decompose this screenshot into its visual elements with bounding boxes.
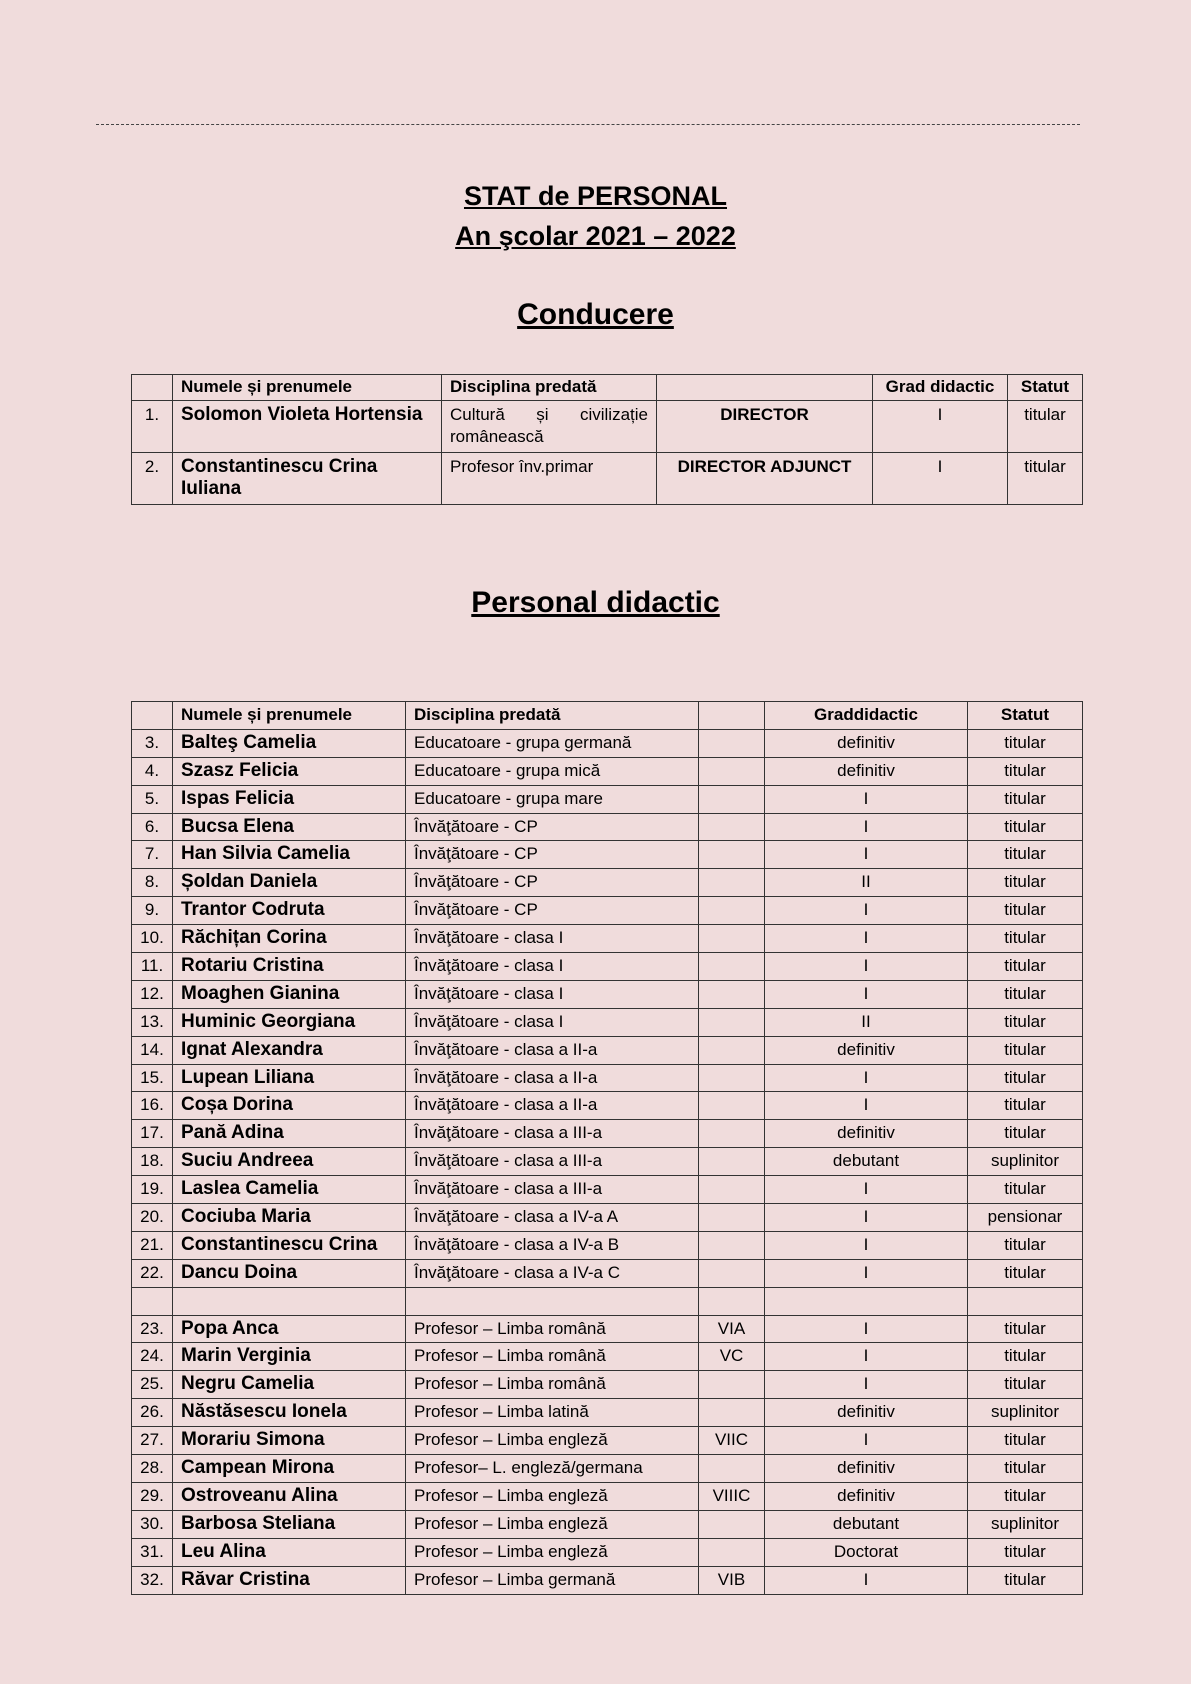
grad-didactic: I [765, 1315, 968, 1343]
discipline: Cultură și civilizație românească [442, 401, 657, 453]
grad-didactic: I [765, 813, 968, 841]
grad-didactic: definitiv [765, 1482, 968, 1510]
table-row [132, 1399, 1083, 1427]
grad-didactic: definitiv [765, 1036, 968, 1064]
grad-didactic: Doctorat [765, 1538, 968, 1566]
table-row [132, 1538, 1083, 1566]
page-subtitle: An şcolar 2021 – 2022 [455, 221, 736, 251]
table-row [132, 1510, 1083, 1538]
row-number: 13. [132, 1008, 173, 1036]
grad-didactic: I [765, 1259, 968, 1287]
table-row [132, 757, 1083, 785]
grad-didactic: II [765, 869, 968, 897]
statut: titular [968, 1259, 1083, 1287]
class-assignment [699, 1176, 765, 1204]
discipline: Profesor – Limba română [406, 1371, 699, 1399]
class-assignment [699, 897, 765, 925]
row-number [132, 1287, 173, 1315]
statut: suplinitor [968, 1148, 1083, 1176]
class-assignment [699, 841, 765, 869]
statut: titular [968, 1231, 1083, 1259]
role-title: DIRECTOR [657, 401, 873, 453]
discipline: Educatoare - grupa germană [406, 729, 699, 757]
statut: titular [968, 869, 1083, 897]
grad-didactic: I [873, 453, 1008, 505]
row-number: 20. [132, 1204, 173, 1232]
column-header: Grad didactic [873, 375, 1008, 401]
statut: titular [968, 953, 1083, 981]
statut: titular [1008, 401, 1083, 453]
row-number: 16. [132, 1092, 173, 1120]
grad-didactic: debutant [765, 1510, 968, 1538]
person-name: Șoldan Daniela [173, 869, 406, 897]
grad-didactic [765, 1287, 968, 1315]
statut: titular [968, 1482, 1083, 1510]
table-row [132, 1566, 1083, 1594]
grad-didactic: I [765, 1427, 968, 1455]
statut: titular [968, 925, 1083, 953]
person-name: Marin Verginia [173, 1343, 406, 1371]
statut: titular [968, 813, 1083, 841]
table-row [132, 785, 1083, 813]
class-assignment: VC [699, 1343, 765, 1371]
class-assignment [699, 869, 765, 897]
row-number: 6. [132, 813, 173, 841]
column-header: Graddidactic [765, 702, 968, 730]
class-assignment: VIB [699, 1566, 765, 1594]
grad-didactic: definitiv [765, 729, 968, 757]
person-name: Rotariu Cristina [173, 953, 406, 981]
table-row [132, 953, 1083, 981]
person-name: Dancu Doina [173, 1259, 406, 1287]
class-assignment [699, 980, 765, 1008]
table-row [132, 869, 1083, 897]
discipline: Învăţătoare - clasa a III-a [406, 1120, 699, 1148]
discipline: Profesor – Limba latină [406, 1399, 699, 1427]
statut: titular [1008, 453, 1083, 505]
section-heading-personal-didactic: Personal didactic [471, 586, 720, 619]
person-name: Răvar Cristina [173, 1566, 406, 1594]
person-name: Pană Adina [173, 1120, 406, 1148]
column-header: Statut [968, 702, 1083, 730]
person-name: Năstăsescu Ionela [173, 1399, 406, 1427]
discipline: Profesor – Limba engleză [406, 1538, 699, 1566]
table-row [132, 1008, 1083, 1036]
person-name: Huminic Georgiana [173, 1008, 406, 1036]
class-assignment [699, 1287, 765, 1315]
column-header: Numele și prenumele [173, 702, 406, 730]
table-row [132, 1148, 1083, 1176]
class-assignment [699, 1120, 765, 1148]
row-number: 11. [132, 953, 173, 981]
person-name: Balteş Camelia [173, 729, 406, 757]
row-number: 3. [132, 729, 173, 757]
table-row [132, 1287, 1083, 1315]
table-row [132, 1092, 1083, 1120]
column-header: Disciplina predată [406, 702, 699, 730]
table-row [132, 1427, 1083, 1455]
table-row [132, 813, 1083, 841]
discipline: Învăţătoare - CP [406, 869, 699, 897]
table-row [132, 729, 1083, 757]
discipline: Învăţătoare - CP [406, 897, 699, 925]
statut: titular [968, 1176, 1083, 1204]
class-assignment [699, 729, 765, 757]
discipline: Învăţătoare - clasa a II-a [406, 1092, 699, 1120]
column-header [132, 375, 173, 401]
table-row [132, 1371, 1083, 1399]
row-number: 19. [132, 1176, 173, 1204]
row-number: 27. [132, 1427, 173, 1455]
row-number: 32. [132, 1566, 173, 1594]
section-heading-conducere: Conducere [517, 298, 674, 331]
row-number: 30. [132, 1510, 173, 1538]
table-row [132, 841, 1083, 869]
person-name: Han Silvia Camelia [173, 841, 406, 869]
grad-didactic: I [765, 1092, 968, 1120]
table-row [132, 1482, 1083, 1510]
statut: titular [968, 1008, 1083, 1036]
table-row [132, 1343, 1083, 1371]
discipline: Profesor – Limba engleză [406, 1482, 699, 1510]
row-number: 31. [132, 1538, 173, 1566]
grad-didactic: I [765, 1231, 968, 1259]
row-number: 21. [132, 1231, 173, 1259]
table-row [132, 897, 1083, 925]
table-row [132, 1120, 1083, 1148]
grad-didactic: I [765, 953, 968, 981]
person-name: Coșa Dorina [173, 1092, 406, 1120]
statut: titular [968, 785, 1083, 813]
row-number: 4. [132, 757, 173, 785]
class-assignment: VIIIC [699, 1482, 765, 1510]
person-name: Ostroveanu Alina [173, 1482, 406, 1510]
person-name: Constantinescu Crina [173, 1231, 406, 1259]
person-name: Negru Camelia [173, 1371, 406, 1399]
grad-didactic: I [873, 401, 1008, 453]
statut: titular [968, 980, 1083, 1008]
grad-didactic: I [765, 1064, 968, 1092]
statut: titular [968, 1064, 1083, 1092]
grad-didactic: I [765, 925, 968, 953]
grad-didactic: I [765, 1371, 968, 1399]
class-assignment [699, 1399, 765, 1427]
row-number: 15. [132, 1064, 173, 1092]
grad-didactic: I [765, 785, 968, 813]
table-row [132, 1315, 1083, 1343]
row-number: 25. [132, 1371, 173, 1399]
statut: titular [968, 1092, 1083, 1120]
grad-didactic: I [765, 897, 968, 925]
grad-didactic: I [765, 980, 968, 1008]
row-number: 23. [132, 1315, 173, 1343]
row-number: 28. [132, 1455, 173, 1483]
class-assignment [699, 813, 765, 841]
statut: titular [968, 1371, 1083, 1399]
row-number: 5. [132, 785, 173, 813]
person-name: Cociuba Maria [173, 1204, 406, 1232]
statut: titular [968, 729, 1083, 757]
table-row [132, 1036, 1083, 1064]
class-assignment [699, 1259, 765, 1287]
row-number: 14. [132, 1036, 173, 1064]
row-number: 1. [132, 401, 173, 453]
person-name: Constantinescu Crina Iuliana [173, 453, 442, 505]
table-header-row [132, 375, 1083, 401]
statut: titular [968, 1343, 1083, 1371]
row-number: 17. [132, 1120, 173, 1148]
person-name: Lupean Liliana [173, 1064, 406, 1092]
personal-didactic-table [131, 701, 1083, 1595]
row-number: 24. [132, 1343, 173, 1371]
person-name: Suciu Andreea [173, 1148, 406, 1176]
discipline: Învăţătoare - clasa a IV-a B [406, 1231, 699, 1259]
row-number: 7. [132, 841, 173, 869]
person-name: Răchițan Corina [173, 925, 406, 953]
table-row [132, 925, 1083, 953]
class-assignment [699, 925, 765, 953]
column-header: Disciplina predată [442, 375, 657, 401]
grad-didactic: definitiv [765, 1399, 968, 1427]
discipline: Profesor înv.primar [442, 453, 657, 505]
row-number: 22. [132, 1259, 173, 1287]
class-assignment: VIA [699, 1315, 765, 1343]
class-assignment [699, 1538, 765, 1566]
discipline: Educatoare - grupa mare [406, 785, 699, 813]
discipline: Învăţătoare - CP [406, 813, 699, 841]
person-name: Barbosa Steliana [173, 1510, 406, 1538]
statut: titular [968, 1427, 1083, 1455]
grad-didactic: II [765, 1008, 968, 1036]
grad-didactic: I [765, 1176, 968, 1204]
class-assignment [699, 1148, 765, 1176]
class-assignment [699, 1371, 765, 1399]
statut: suplinitor [968, 1399, 1083, 1427]
statut: titular [968, 1315, 1083, 1343]
table-row [132, 980, 1083, 1008]
person-name: Campean Mirona [173, 1455, 406, 1483]
row-number: 26. [132, 1399, 173, 1427]
person-name: Trantor Codruta [173, 897, 406, 925]
discipline: Profesor – Limba engleză [406, 1427, 699, 1455]
class-assignment [699, 1231, 765, 1259]
person-name: Moaghen Gianina [173, 980, 406, 1008]
person-name: Ispas Felicia [173, 785, 406, 813]
grad-didactic: definitiv [765, 1455, 968, 1483]
class-assignment [699, 1036, 765, 1064]
statut: titular [968, 897, 1083, 925]
statut [968, 1287, 1083, 1315]
table-row [132, 401, 1083, 453]
discipline: Învăţătoare - clasa a II-a [406, 1036, 699, 1064]
column-header: Statut [1008, 375, 1083, 401]
class-assignment [699, 1204, 765, 1232]
row-number: 9. [132, 897, 173, 925]
row-number: 8. [132, 869, 173, 897]
grad-didactic: I [765, 1204, 968, 1232]
class-assignment [699, 1510, 765, 1538]
row-number: 29. [132, 1482, 173, 1510]
class-assignment [699, 785, 765, 813]
discipline: Profesor – Limba română [406, 1315, 699, 1343]
person-name: Ignat Alexandra [173, 1036, 406, 1064]
table-row [132, 1064, 1083, 1092]
statut: suplinitor [968, 1510, 1083, 1538]
column-header [132, 702, 173, 730]
person-name: Morariu Simona [173, 1427, 406, 1455]
class-assignment [699, 1064, 765, 1092]
discipline: Învăţătoare - CP [406, 841, 699, 869]
page-title: STAT de PERSONAL [463, 181, 727, 211]
table-row [132, 1259, 1083, 1287]
discipline: Profesor– L. engleză/germana [406, 1455, 699, 1483]
table-row [132, 1176, 1083, 1204]
discipline: Învăţătoare - clasa I [406, 1008, 699, 1036]
statut: titular [968, 1566, 1083, 1594]
statut: titular [968, 1036, 1083, 1064]
discipline: Profesor – Limba engleză [406, 1510, 699, 1538]
row-number: 12. [132, 980, 173, 1008]
discipline: Educatoare - grupa mică [406, 757, 699, 785]
discipline: Învăţătoare - clasa a III-a [406, 1176, 699, 1204]
discipline: Învăţătoare - clasa a II-a [406, 1064, 699, 1092]
grad-didactic: definitiv [765, 1120, 968, 1148]
discipline [406, 1287, 699, 1315]
grad-didactic: I [765, 841, 968, 869]
table-header-row [132, 702, 1083, 730]
class-assignment [699, 1092, 765, 1120]
statut: titular [968, 841, 1083, 869]
statut: titular [968, 757, 1083, 785]
discipline: Învăţătoare - clasa I [406, 925, 699, 953]
column-header [657, 375, 873, 401]
person-name [173, 1287, 406, 1315]
row-number: 2. [132, 453, 173, 505]
column-header [699, 702, 765, 730]
person-name: Solomon Violeta Hortensia [173, 401, 442, 453]
class-assignment [699, 1008, 765, 1036]
person-name: Popa Anca [173, 1315, 406, 1343]
person-name: Laslea Camelia [173, 1176, 406, 1204]
statut: titular [968, 1455, 1083, 1483]
grad-didactic: I [765, 1566, 968, 1594]
statut: titular [968, 1120, 1083, 1148]
column-header: Numele și prenumele [173, 375, 442, 401]
statut: titular [968, 1538, 1083, 1566]
class-assignment [699, 953, 765, 981]
discipline: Profesor – Limba germană [406, 1566, 699, 1594]
grad-didactic: definitiv [765, 757, 968, 785]
person-name: Leu Alina [173, 1538, 406, 1566]
discipline: Învăţătoare - clasa a IV-a C [406, 1259, 699, 1287]
conducere-table [131, 374, 1083, 505]
discipline: Profesor – Limba română [406, 1343, 699, 1371]
table-row [132, 1455, 1083, 1483]
role-title: DIRECTOR ADJUNCT [657, 453, 873, 505]
statut: pensionar [968, 1204, 1083, 1232]
class-assignment: VIIC [699, 1427, 765, 1455]
person-name: Bucsa Elena [173, 813, 406, 841]
class-assignment [699, 757, 765, 785]
discipline: Învăţătoare - clasa I [406, 953, 699, 981]
table-row [132, 453, 1083, 505]
discipline: Învăţătoare - clasa a III-a [406, 1148, 699, 1176]
grad-didactic: I [765, 1343, 968, 1371]
table-row [132, 1204, 1083, 1232]
discipline: Învăţătoare - clasa a IV-a A [406, 1204, 699, 1232]
table-row [132, 1231, 1083, 1259]
dashed-separator [96, 124, 1080, 125]
discipline: Învăţătoare - clasa I [406, 980, 699, 1008]
class-assignment [699, 1455, 765, 1483]
row-number: 10. [132, 925, 173, 953]
row-number: 18. [132, 1148, 173, 1176]
person-name: Szasz Felicia [173, 757, 406, 785]
grad-didactic: debutant [765, 1148, 968, 1176]
